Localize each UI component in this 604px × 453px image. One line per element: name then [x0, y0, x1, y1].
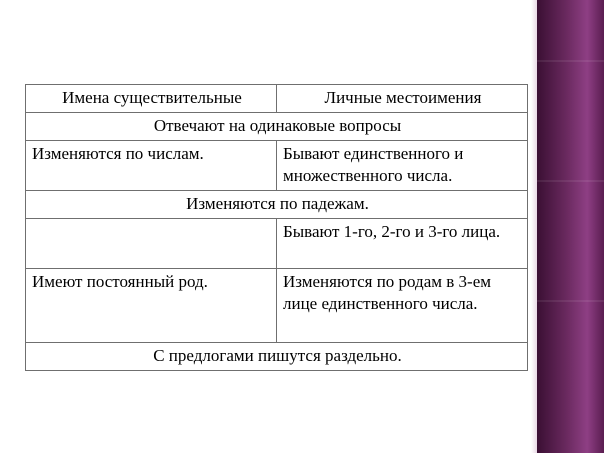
- comparison-table: [25, 84, 528, 371]
- merged-cell-prepositions: С предлогами пишутся раздельно.: [26, 343, 528, 371]
- cell-pronouns-person: Бывают 1-го, 2-го и 3-го лица.: [277, 219, 528, 269]
- header-nouns: Имена существительные: [26, 85, 277, 113]
- table-header-row: [26, 85, 528, 113]
- table-row: [26, 141, 528, 191]
- cell-nouns-gender: Имеют постоянный род.: [26, 269, 277, 343]
- table-row: [26, 343, 528, 371]
- side-band-stripe: [537, 60, 604, 62]
- cell-nouns-number: Изменяются по числам.: [26, 141, 277, 191]
- cell-pronouns-gender: Изменяются по родам в 3-ем лице единственного числа.: [277, 269, 528, 343]
- side-band-stripe: [537, 300, 604, 302]
- cell-nouns-person-empty: [26, 219, 277, 269]
- table-row: [26, 219, 528, 269]
- table-row: [26, 269, 528, 343]
- table-row: [26, 113, 528, 141]
- side-band-stripe: [537, 180, 604, 182]
- merged-cell-same-questions: Отвечают на одинаковые вопросы: [26, 113, 528, 141]
- decorative-side-band: [537, 0, 604, 453]
- merged-cell-cases: Изменяются по падежам.: [26, 191, 528, 219]
- table-row: [26, 191, 528, 219]
- cell-pronouns-number: Бывают единственного и множественного числа.: [277, 141, 528, 191]
- header-pronouns: Личные местоимения: [277, 85, 528, 113]
